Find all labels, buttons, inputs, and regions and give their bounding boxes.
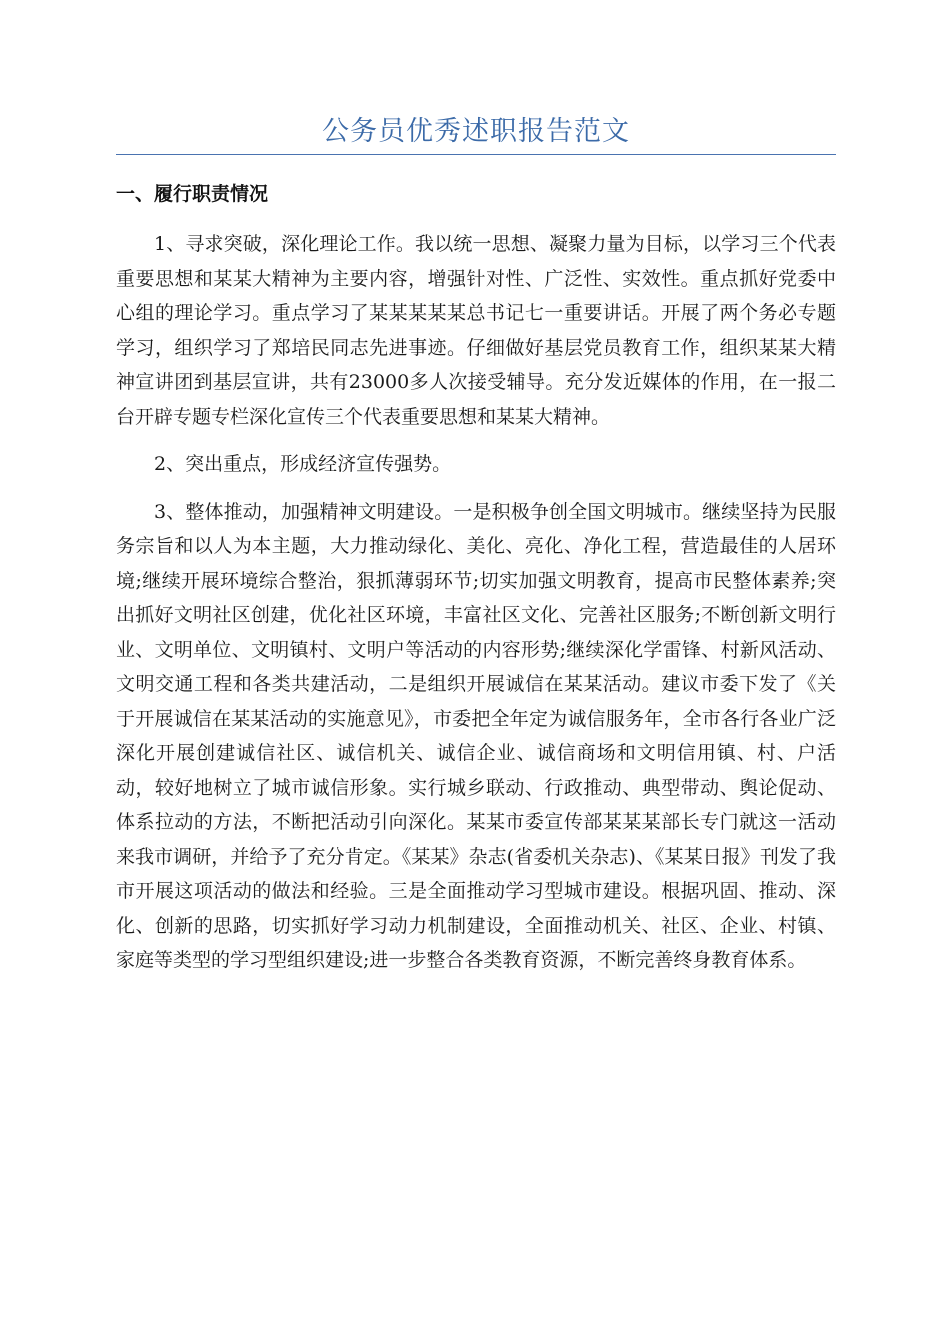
paragraph-1: 1、寻求突破，深化理论工作。我以统一思想、凝聚力量为目标，以学习三个代表重要思想和某某大精神为主要内容，增强针对性、广泛性、实效性。重点抓好党委中心组的理论学习。重点学习了某某某某某总书记七一重要讲话。开展了两个务必专题学习，组织学习了郑培民同志先进事迹。仔细做好基层党员教育工作，组织某某大精神宣讲团到基层宣讲，共有23000多人次接受辅导。充分发近媒体的作用，在一报二台开辟专题专栏深化宣传三个代表重要思想和某某大精神。 [116,233,836,428]
document-title: 公务员优秀述职报告范文 [116,112,836,155]
section-heading: 一、履行职责情况 [116,183,269,205]
paragraph-3: 3、整体推动，加强精神文明建设。一是积极争创全国文明城市。继续坚持为民服务宗旨和以人为本主题，大力推动绿化、美化、亮化、净化工程，营造最佳的人居环境;继续开展环境综合整治，狠抓薄弱环节;切实加强文明教育，提高市民整体素养;突出抓好文明社区创建，优化社区环境，丰富社区文化、完善社区服务;不断创新文明行业、文明单位、文明镇村、文明户等活动的内容形势;继续深化学雷锋、村新风活动、文明交通工程和各类共建活动，二是组织开展诚信在某某活动。建议市委下发了《关于开展诚信在某某活动的实施意见》，市委把全年定为诚信服务年，全市各行各业广泛深化开展创建诚信社区、诚信机关、诚信企业、诚信商场和文明信用镇、村、户活动，较好地树立了城市诚信形象。实行城乡联动、行政推动、典型带动、舆论促动、体系拉动的方法，不断把活动引向深化。某某市委宣传部某某某部长专门就这一活动来我市调研，并给予了充分肯定。《某某》杂志(省委机关杂志)、《某某日报》刊发了我市开展这项活动的做法和经验。三是全面推动学习型城市建设。根据巩固、推动、深化、创新的思路，切实抓好学习动力机制建设，全面推动机关、社区、企业、村镇、家庭等类型的学习型组织建设;进一步整合各类教育资源，不断完善终身教育体系。 [116,500,836,971]
document-page [116,112,836,978]
paragraph-2: 2、突出重点，形成经济宣传强势。 [154,453,452,475]
